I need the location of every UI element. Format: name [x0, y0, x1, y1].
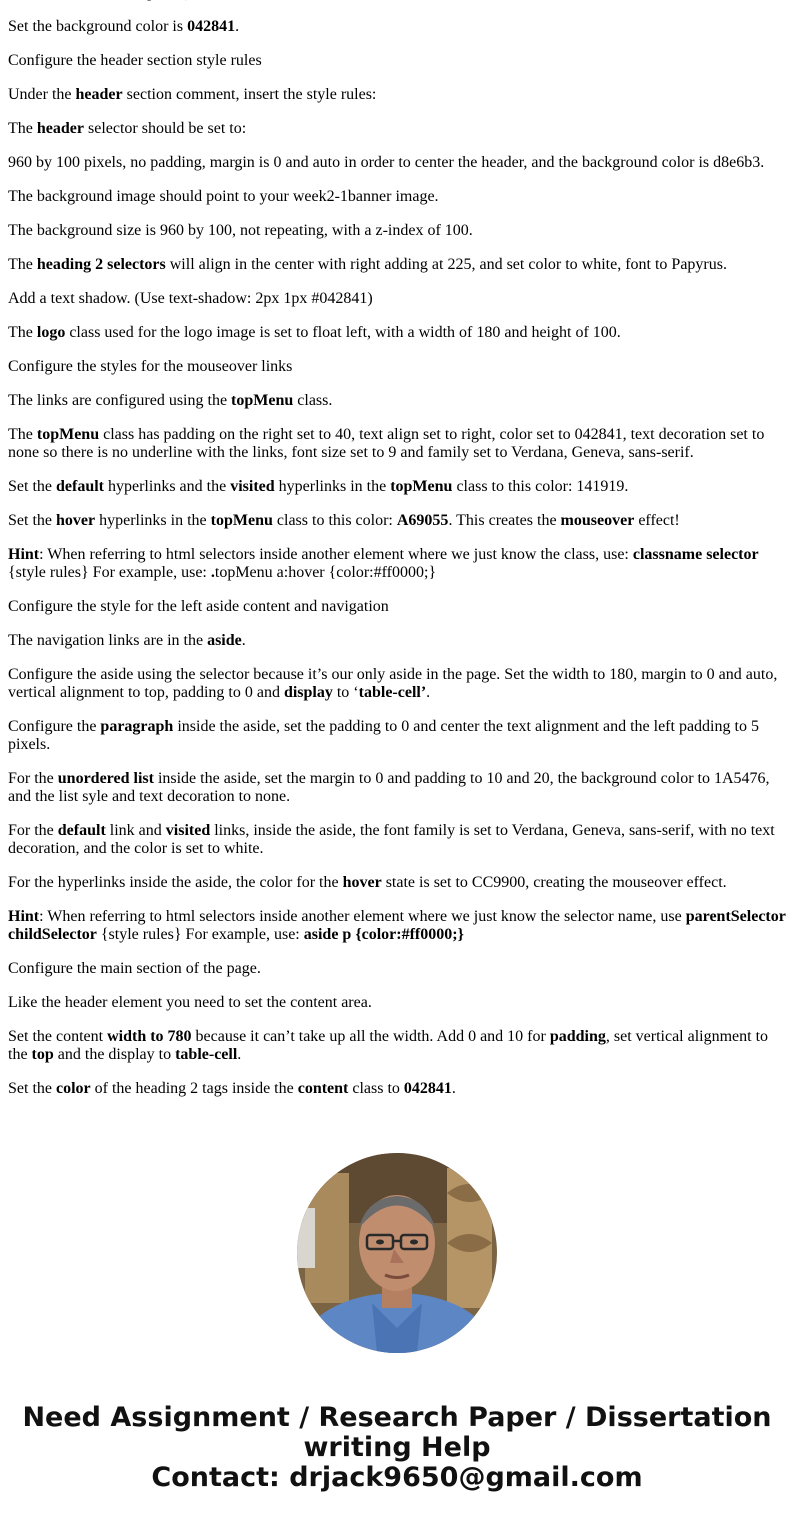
text-run: Set the	[8, 1080, 56, 1097]
bold-term: topMenu	[390, 478, 453, 495]
bold-term: padding	[549, 1028, 606, 1045]
text-run: class to	[348, 1080, 404, 1097]
text-run: will align in the center with right adding at 225, and set color to white, font to Papyrus.	[165, 256, 727, 273]
text-run: class to this color: 141919.	[452, 478, 629, 495]
bold-term: content	[297, 1080, 349, 1097]
instruction-paragraph	[8, 512, 790, 530]
instruction-paragraph	[8, 770, 790, 806]
bold-term: paragraph	[100, 718, 174, 735]
text-run: The links are configured using the	[8, 392, 232, 409]
text-run: state is set to CC9900, creating the mouseover effect.	[381, 874, 727, 891]
bold-term: logo	[36, 324, 66, 341]
text-run: , set vertical alignment to the	[8, 1028, 769, 1063]
bold-term: top	[31, 1046, 54, 1063]
text-run: 960 by 100 pixels, no padding, margin is 0 and auto in order to center the header, and the background color is d8e6b3.	[8, 154, 765, 171]
bold-term: header	[75, 86, 123, 103]
bold-term: heading 2 selectors	[36, 256, 166, 273]
instruction-paragraph	[8, 52, 790, 70]
text-run: Set the content	[8, 1028, 108, 1045]
bold-term: hover	[342, 874, 382, 891]
instruction-paragraph	[8, 256, 790, 274]
instruction-paragraph	[8, 0, 790, 2]
text-run: effect!	[634, 512, 680, 529]
bold-term: header	[36, 120, 84, 137]
instruction-paragraph	[8, 120, 790, 138]
text-run: links, inside the aside, the font family is set to Verdana, Geneva, sans-serif, with no text decoration, and the color is set to white.	[8, 822, 775, 857]
instruction-paragraph	[8, 718, 790, 754]
instruction-paragraph	[8, 908, 790, 944]
text-run: inside the aside, set the margin to 0 and padding to 10 and 20, the background color to 1A5476, and the list syle and text decoration to none.	[8, 770, 770, 805]
text-run: inside the aside, set the padding to 0 and center the text alignment and the left padding to 5 pixels.	[8, 718, 759, 753]
instruction-paragraph	[8, 222, 790, 240]
instruction-paragraph	[8, 546, 790, 582]
instruction-paragraph	[8, 1028, 790, 1064]
text-run: Configure the	[8, 718, 101, 735]
bold-term: topMenu	[210, 512, 273, 529]
text-run: . This creates the	[448, 512, 561, 529]
instruction-paragraph	[8, 632, 790, 650]
text-run: Add a text shadow. (Use text-shadow: 2px 1px #042841)	[8, 290, 373, 307]
bold-term: hover	[56, 512, 96, 529]
text-run: Configure the style for the left aside content and navigation	[8, 598, 389, 615]
text-run: Like the header element you need to set the content area.	[8, 994, 372, 1011]
text-run: The background size is 960 by 100, not repeating, with a z-index of 100.	[8, 222, 473, 239]
text-run: Set the	[8, 512, 56, 529]
instruction-paragraph	[8, 598, 790, 616]
text-run: hyperlinks and the	[104, 478, 231, 495]
bold-term: default	[57, 822, 106, 839]
text-run: hyperlinks in the	[274, 478, 391, 495]
text-run: Configure the header section style rules	[8, 52, 262, 69]
bold-term: unordered list	[57, 770, 154, 787]
text-run: class to this color:	[272, 512, 397, 529]
text-run: Configure the styles for the mouseover links	[8, 358, 293, 375]
bold-term: .	[210, 564, 215, 581]
bold-term: table-cell	[175, 1046, 238, 1063]
instruction-paragraph	[8, 154, 790, 172]
promo-banner	[0, 1403, 794, 1493]
text-run: The background image should point to your week2-1banner image.	[8, 188, 439, 205]
text-run: .	[241, 632, 246, 649]
bold-term: default	[56, 478, 104, 495]
document-body	[8, 0, 790, 1114]
instruction-paragraph	[8, 324, 790, 342]
promo-line-1: Need Assignment / Research Paper / Dissertation	[22, 1402, 772, 1433]
instruction-paragraph	[8, 960, 790, 978]
text-run: selector should be set to:	[83, 120, 247, 137]
bold-term: 042841	[187, 18, 236, 35]
bold-term: 042841	[403, 1080, 452, 1097]
bold-term: classname selector	[632, 546, 759, 563]
text-run: class used for the logo image is set to float left, with a width of 180 and height of 100.	[65, 324, 621, 341]
text-run: .	[237, 1046, 242, 1063]
promo-contact-line: Contact: drjack9650@gmail.com	[151, 1462, 643, 1493]
text-run: and the display to	[53, 1046, 176, 1063]
text-run: of the heading 2 tags inside the	[90, 1080, 298, 1097]
instruction-paragraph	[8, 290, 790, 308]
instruction-paragraph	[8, 478, 790, 496]
text-run: The	[8, 120, 37, 137]
instruction-paragraph	[8, 18, 790, 36]
instruction-paragraph	[8, 86, 790, 104]
bold-term: aside p {color:#ff0000;}	[303, 926, 464, 943]
bold-term: topMenu	[231, 392, 294, 409]
instruction-paragraph	[8, 1080, 790, 1098]
bold-term: table-cell’	[358, 684, 427, 701]
text-run: For the hyperlinks inside the aside, the color for the	[8, 874, 343, 891]
text-run: The	[8, 426, 37, 443]
text-run: For the	[8, 822, 58, 839]
instruction-paragraph	[8, 358, 790, 376]
text-run: class has padding on the right set to 40, text align set to right, color set to 042841, text decoration set to none so there is no underline with the links, font size set to 9 and family set to Verdana, Geneva, sans-serif.	[8, 426, 765, 461]
text-run: Set the background color is	[8, 18, 188, 35]
text-run: class.	[293, 392, 333, 409]
bold-term: width to 780	[107, 1028, 192, 1045]
avatar-portrait-image	[297, 1153, 497, 1353]
text-run: link and	[105, 822, 166, 839]
instruction-paragraph	[8, 426, 790, 462]
text-run: The navigation links are in the	[8, 632, 208, 649]
text-run	[8, 0, 195, 1]
bold-term: Hint	[8, 546, 40, 563]
author-avatar	[297, 1153, 497, 1353]
bold-term: Hint	[8, 908, 40, 925]
bold-term: color	[56, 1080, 91, 1097]
instruction-paragraph	[8, 874, 790, 892]
bold-term: visited	[165, 822, 211, 839]
text-run: Configure the main section of the page.	[8, 960, 261, 977]
text-run: hyperlinks in the	[95, 512, 211, 529]
text-run: .	[426, 684, 431, 701]
bold-term: visited	[230, 478, 275, 495]
text-run: The	[8, 324, 37, 341]
bold-term: parentSelector childSelector	[8, 908, 786, 943]
instruction-paragraph	[8, 666, 790, 702]
instruction-paragraph	[8, 994, 790, 1012]
text-run: topMenu a:hover {color:#ff0000;}	[214, 564, 437, 581]
instruction-paragraph	[8, 822, 790, 858]
text-run: to ‘	[332, 684, 359, 701]
bold-term: mouseover	[560, 512, 635, 529]
text-run: .	[451, 1080, 456, 1097]
text-run: : When referring to html selectors inside another element where we just know the class, use:	[39, 546, 633, 563]
bold-term: aside	[207, 632, 242, 649]
text-run: .	[235, 18, 240, 35]
text-run: The	[8, 256, 37, 273]
instruction-paragraph	[8, 392, 790, 410]
promo-line-2: writing Help	[303, 1432, 491, 1463]
text-run: For the	[8, 770, 58, 787]
text-run: section comment, insert the style rules:	[122, 86, 377, 103]
bold-term: topMenu	[36, 426, 100, 443]
bold-term: display	[283, 684, 333, 701]
text-run: {style rules} For example, use:	[8, 564, 211, 581]
instruction-paragraph	[8, 188, 790, 206]
text-run: {style rules} For example, use:	[96, 926, 304, 943]
bold-term: A69055	[396, 512, 449, 529]
text-run: Configure the aside using the selector because it’s our only aside in the page. Set the width to 180, margin to 0 and auto, vertical alignment to top, padding to 0 and	[8, 666, 778, 701]
text-run: : When referring to html selectors inside another element where we just know the selector name, use	[39, 908, 686, 925]
text-run: Set the	[8, 478, 56, 495]
text-run: because it can’t take up all the width. Add 0 and 10 for	[191, 1028, 550, 1045]
text-run: Under the	[8, 86, 76, 103]
